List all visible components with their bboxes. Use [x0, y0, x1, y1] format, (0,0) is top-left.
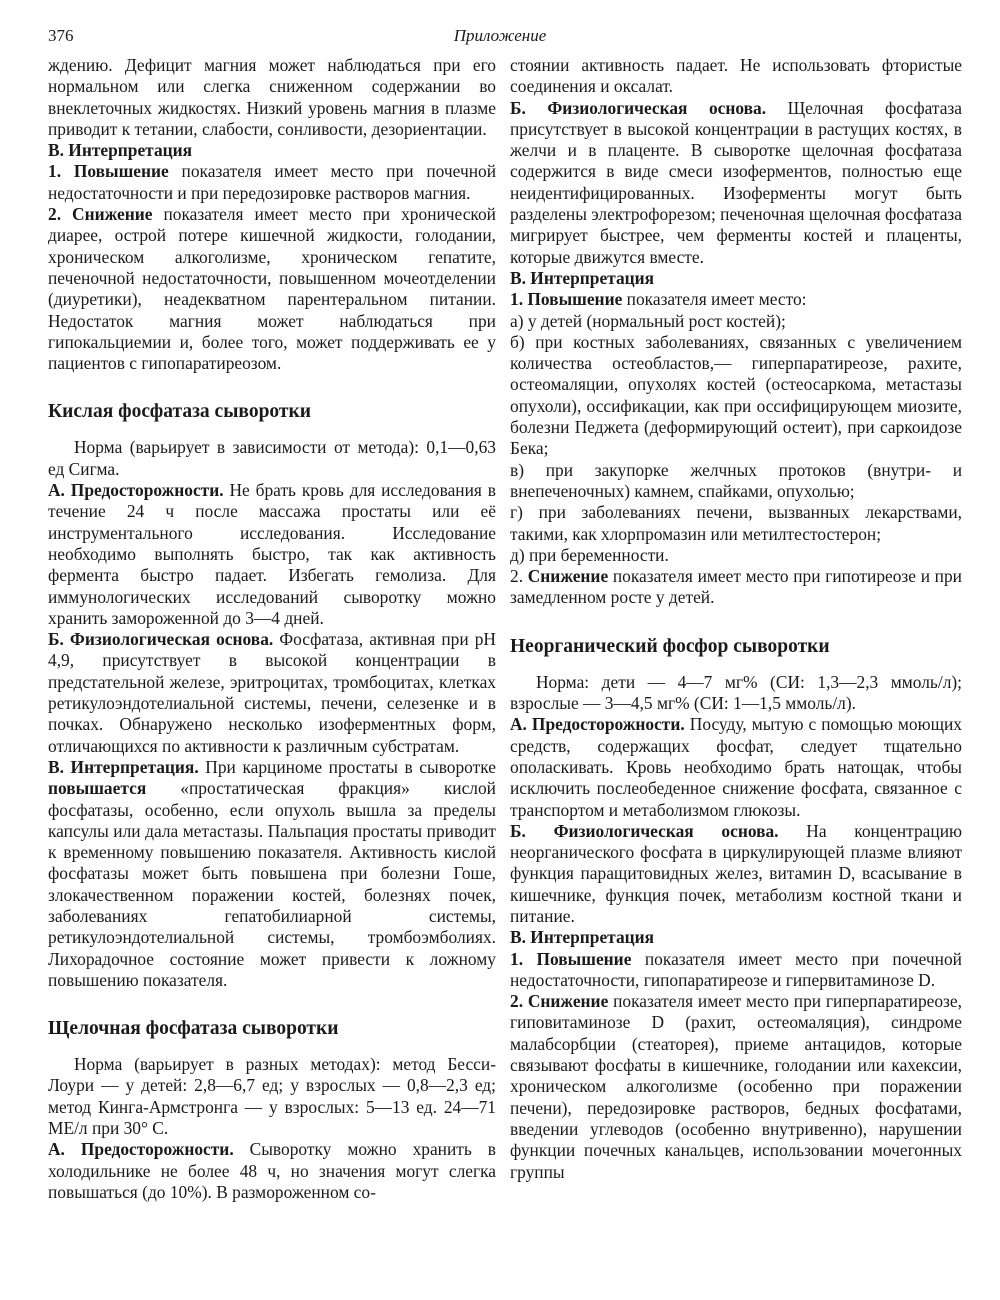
list-item: а) у детей (нормальный рост костей);: [510, 310, 786, 331]
section-title-acid-phosphatase: Кислая фосфатаза сыворотки: [48, 401, 311, 423]
left-column: [48, 55, 496, 1203]
phosphorus-precautions: А. Предосторожности. Посуду, мытую с помощью моющих средств, содержащих фосфат, следует тщательно ополаскивать. Кровь необходимо брать натощак, чтобы исключить послеобеденное снижение фосфата, связанное с транспортом и метаболизмом глюкозы.: [510, 714, 962, 820]
acid-physiology: Б. Физиологическая основа. Фосфатаза, активная при pH 4,9, присутствует в высокой концентрации в предстательной железе, эритроцитах, тромбоцитах, клетках ретикулоэндотелиальной системы, печени, селезенке и в почках. Обнаружено несколько изоферментных форм, отличающихся по активности к различным субстратам.: [48, 629, 496, 756]
phosphorus-physiology: Б. Физиологическая основа. На концентрацию неорганического фосфата в циркулирующей плазме влияют функция паращитовидных желез, витамин D, всасывание в кишечнике, функция почек, метаболизм костной ткани и питание.: [510, 820, 962, 926]
interpretation-heading: В. Интерпретация: [48, 140, 193, 161]
phosphorus-increase: 1. Повышение показателя имеет место при почечной недостаточности, гипопаратиреозе и гипервитаминозе D.: [510, 948, 962, 990]
alkaline-precautions: А. Предосторожности. Сыворотку можно хранить в холодильнике не более 48 ч, но значения могут слегка повышаться (до 10%). В размороженном со-: [48, 1139, 496, 1202]
list-item: д) при беременности.: [510, 544, 669, 565]
magnesium-decrease: 2. Снижение показателя имеет место при хронической диарее, острой потере кишечной жидкости, голодании, хроническом алкоголизме, хроническом гепатите, печеночной недостаточности, повышенном мочеотделении (диуретики), неадекватном парентеральном питании. Недостаток магния может наблюдаться при гипокальциемии и, более того, может поддерживать ее у пациентов с гипопаратиреозом.: [48, 204, 496, 374]
alkaline-precautions-continuation: стоянии активность падает. Не использовать фтористые соединения и оксалат.: [510, 55, 962, 97]
alkaline-increase: 1. Повышение показателя имеет место:: [510, 289, 807, 310]
section-title-alkaline-phosphatase: Щелочная фосфатаза сыворотки: [48, 1018, 339, 1040]
alkaline-decrease: 2. Снижение показателя имеет место при гипотиреозе и при замедленном росте у детей.: [510, 566, 962, 608]
phosphorus-interpretation-heading: В. Интерпретация: [510, 927, 655, 948]
phosphorus-norm: Норма: дети — 4—7 мг% (СИ: 1,3—2,3 ммоль/л); взрослые — 3—4,5 мг% (СИ: 1—1,5 ммоль/л).: [510, 671, 962, 714]
list-item: в) при закупорке желчных протоков (внутри- и внепеченочных) камнем, спайками, опухолью;: [510, 459, 962, 501]
phosphorus-decrease: 2. Снижение показателя имеет место при гиперпаратиреозе, гиповитаминозе D (рахит, остеомаляция), синдроме малабсорбции (стеаторея), приеме антацидов, которые связывают фосфаты в кишечнике, голодании или кахексии, хроническом алкоголизме (особенно при поражении печени), передозировке растворов, бедных фосфатами, введении углеводов (особенно внутривенно), нарушении функции почечных канальцев, использовании мочегонных группы: [510, 991, 962, 1182]
alkaline-interpretation-heading: В. Интерпретация: [510, 267, 655, 288]
page-number: 376: [48, 26, 74, 45]
magnesium-continuation: ждению. Дефицит магния может наблюдаться при его нормальном или слегка сниженном содержании во внеклеточных жидкостях. Низкий уровень магния в плазме приводит к тетании, слабости, сонливости, дезориентации.: [48, 55, 496, 139]
alkaline-physiology: Б. Физиологическая основа. Щелочная фосфатаза присутствует в высокой концентрации в растущих костях, в желчи и в плаценте. В сыворотке щелочная фосфатаза содержится в виде смеси изоферментов, полностью еще неидентифицированных. Изоферменты могут быть разделены электрофорезом; печеночная щелочная фосфатаза мигрирует быстрее, чем ферменты костей и плаценты, которые движутся вместе.: [510, 97, 963, 267]
list-item: г) при заболеваниях печени, вызванных лекарствами, такими, как хлорпромазин или метилтестостерон;: [510, 502, 962, 544]
acid-norm: Норма (варьирует в зависимости от метода): 0,1—0,63 ед Сигма.: [48, 437, 496, 479]
magnesium-increase: 1. Повышение показателя имеет место при почечной недостаточности и при передозировке растворов магния.: [48, 161, 496, 203]
right-column: [510, 55, 962, 1183]
acid-precautions: А. Предосторожности. Не брать кровь для исследования в течение 24 ч после массажа простаты или её инструментального исследования. Исследование необходимо выполнять быстро, так как активность фермента быстро падает. Избегать гемолиза. Для иммунологических исследований сыворотку можно хранить замороженной до 3—4 дней.: [48, 480, 496, 628]
list-item: б) при костных заболеваниях, связанных с увеличением количества остеобластов,— гиперпаратиреозе, рахите, остеомаляции, опухолях костей (остеосаркома, метастазы опухоли), оссификации, как при оссифицирующем миозите, болезни Педжета (деформирующий остеит), при саркоидозе Бека;: [510, 331, 962, 459]
section-title-inorganic-phosphorus: Неорганический фосфор сыворотки: [510, 635, 830, 657]
alkaline-norm: Норма (варьирует в разных методах): метод Бесси-Лоури — у детей: 2,8—6,7 ед; у взрослых — 0,8—2,3 ед; метод Кинга-Армстронга — у взрослых: 5—13 ед. 24—71 МЕ/л при 30° С.: [48, 1054, 496, 1139]
acid-interpretation: В. Интерпретация. При карциноме простаты в сыворотке повышается «простатическая фракция» кислой фосфатазы, особенно, если опухоль вышла за пределы капсулы или дала метастазы. Пальпация простаты приводит к временному повышению показателя. Активность кислой фосфатазы может быть повышена при болезни Гоше, злокачественном поражении костей, болезнях почек, заболеваниях гепатобилиарной системы, ретикулоэндотелиальной системы, тромбоэмболиях. Лихорадочное состояние может привести к ложному повышению показателя.: [48, 756, 496, 990]
page-header: [48, 26, 952, 52]
running-title: Приложение: [453, 26, 547, 45]
